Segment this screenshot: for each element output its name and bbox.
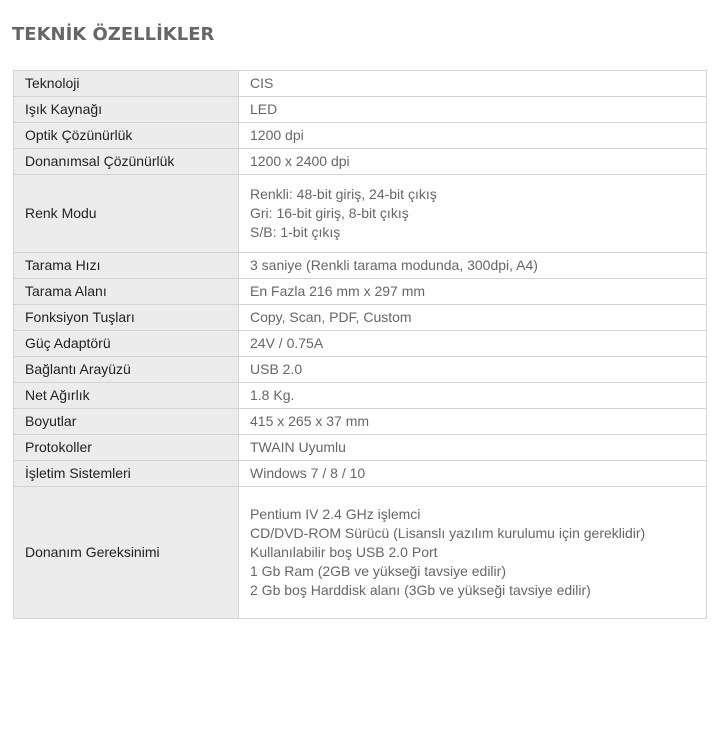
table-row bbox=[14, 487, 707, 619]
spec-value-line: 2 Gb boş Harddisk alanı (3Gb ve yükseği tavsiye edilir) bbox=[250, 582, 591, 598]
spec-value-line: 1200 dpi bbox=[250, 127, 304, 143]
spec-value-line: Renkli: 48-bit giriş, 24-bit çıkış bbox=[250, 186, 437, 202]
spec-label: Tarama Hızı bbox=[14, 253, 239, 279]
spec-value bbox=[239, 175, 707, 253]
spec-value-line: Gri: 16-bit giriş, 8-bit çıkış bbox=[250, 205, 409, 221]
table-row bbox=[14, 279, 707, 305]
table-row bbox=[14, 175, 707, 253]
spec-value-line: Windows 7 / 8 / 10 bbox=[250, 465, 366, 481]
spec-value-line: USB 2.0 bbox=[250, 361, 303, 377]
spec-value bbox=[239, 461, 707, 487]
table-row bbox=[14, 409, 707, 435]
spec-label: Fonksiyon Tuşları bbox=[14, 305, 239, 331]
spec-table-body bbox=[14, 71, 707, 619]
spec-value-line: TWAIN Uyumlu bbox=[250, 439, 346, 455]
spec-value bbox=[239, 97, 707, 123]
spec-value-line: CIS bbox=[250, 75, 274, 91]
spec-label: Boyutlar bbox=[14, 409, 239, 435]
spec-value bbox=[239, 123, 707, 149]
spec-label: Teknoloji bbox=[14, 71, 239, 97]
spec-value-line: 1 Gb Ram (2GB ve yükseği tavsiye edilir) bbox=[250, 563, 506, 579]
spec-value-line: En Fazla 216 mm x 297 mm bbox=[250, 283, 426, 299]
spec-label: İşletim Sistemleri bbox=[14, 461, 239, 487]
page-title: TEKNİK ÖZELLİKLER bbox=[12, 24, 215, 45]
spec-value bbox=[239, 383, 707, 409]
spec-value bbox=[239, 331, 707, 357]
table-row bbox=[14, 97, 707, 123]
spec-value bbox=[239, 71, 707, 97]
spec-value bbox=[239, 279, 707, 305]
table-row bbox=[14, 71, 707, 97]
spec-label: Renk Modu bbox=[14, 175, 239, 253]
table-row bbox=[14, 253, 707, 279]
spec-value bbox=[239, 357, 707, 383]
spec-table bbox=[13, 70, 707, 619]
spec-label: Güç Adaptörü bbox=[14, 331, 239, 357]
spec-value-line: 1200 x 2400 dpi bbox=[250, 153, 350, 169]
table-row bbox=[14, 123, 707, 149]
table-row bbox=[14, 357, 707, 383]
spec-value-line: CD/DVD-ROM Sürücü (Lisanslı yazılım kurulumu için gereklidir) bbox=[250, 525, 646, 541]
spec-value bbox=[239, 487, 707, 619]
spec-value bbox=[239, 253, 707, 279]
spec-value-line: 415 x 265 x 37 mm bbox=[250, 413, 370, 429]
table-row bbox=[14, 305, 707, 331]
spec-value-line: Pentium IV 2.4 GHz işlemci bbox=[250, 506, 421, 522]
table-row bbox=[14, 435, 707, 461]
table-row bbox=[14, 461, 707, 487]
spec-label: Tarama Alanı bbox=[14, 279, 239, 305]
spec-value-line: S/B: 1-bit çıkış bbox=[250, 224, 341, 240]
spec-value-line: LED bbox=[250, 101, 278, 117]
spec-value-line: Copy, Scan, PDF, Custom bbox=[250, 309, 412, 325]
spec-label: Işık Kaynağı bbox=[14, 97, 239, 123]
spec-label: Donanımsal Çözünürlük bbox=[14, 149, 239, 175]
spec-value-line: 3 saniye (Renkli tarama modunda, 300dpi, A4) bbox=[250, 257, 538, 273]
spec-value bbox=[239, 305, 707, 331]
spec-value bbox=[239, 409, 707, 435]
spec-value-line: 24V / 0.75A bbox=[250, 335, 324, 351]
spec-label: Protokoller bbox=[14, 435, 239, 461]
table-row bbox=[14, 383, 707, 409]
spec-value bbox=[239, 435, 707, 461]
spec-label: Net Ağırlık bbox=[14, 383, 239, 409]
table-row bbox=[14, 149, 707, 175]
spec-value-line: 1.8 Kg. bbox=[250, 387, 295, 403]
spec-label: Donanım Gereksinimi bbox=[14, 487, 239, 619]
spec-value-line: Kullanılabilir boş USB 2.0 Port bbox=[250, 544, 438, 560]
spec-label: Optik Çözünürlük bbox=[14, 123, 239, 149]
spec-label: Bağlantı Arayüzü bbox=[14, 357, 239, 383]
table-row bbox=[14, 331, 707, 357]
spec-value bbox=[239, 149, 707, 175]
